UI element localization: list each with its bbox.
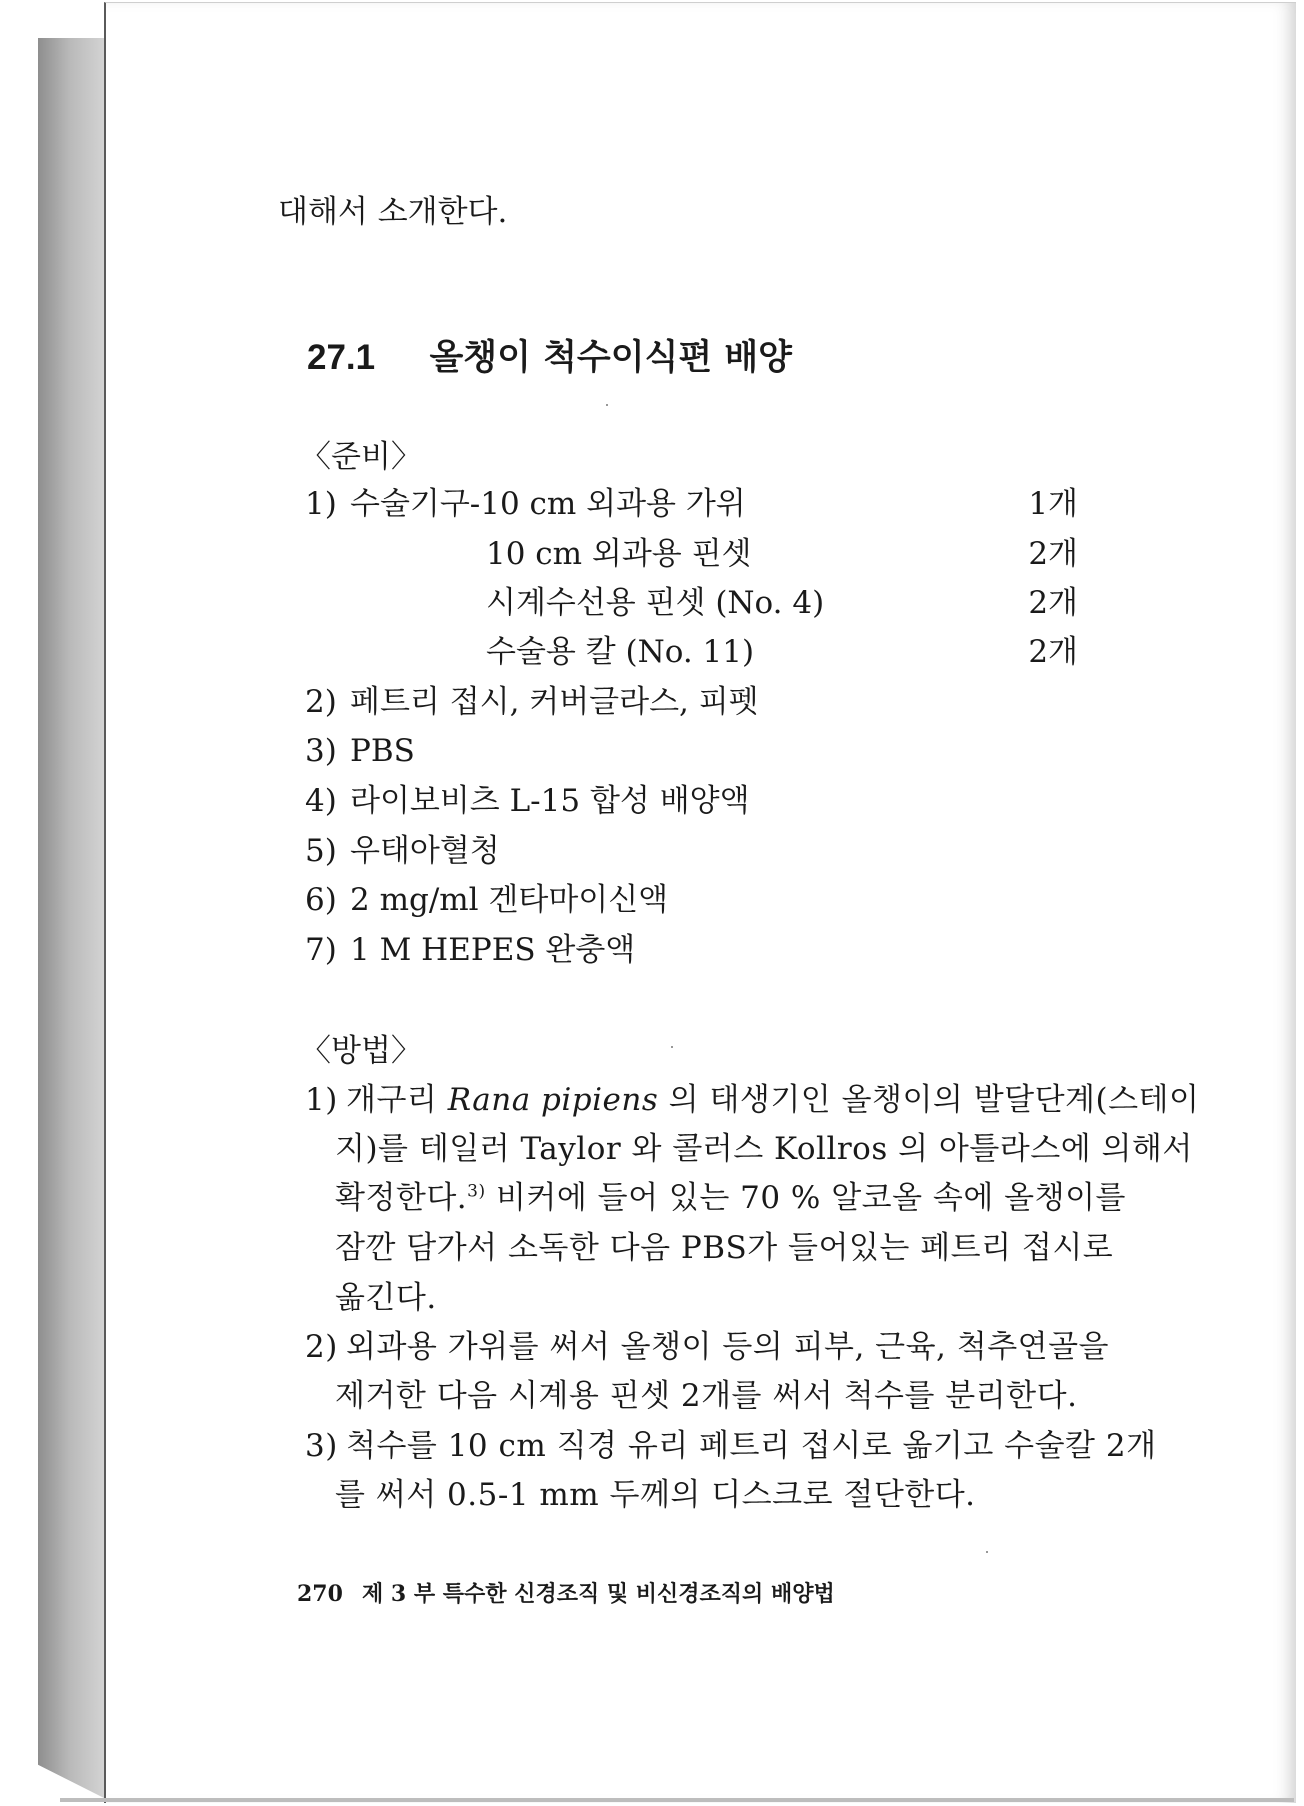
method-step-number: 1): [305, 1082, 338, 1118]
method-step-line: [335, 1180, 1126, 1216]
method-step-line: 잠깐 담가서 소독한 다음 PBS가 들어있는 페트리 접시로: [335, 1230, 1114, 1266]
prep-heading: 〈준비〉: [300, 439, 422, 475]
prep-item-text: 수술용 칼 (No. 11): [486, 634, 755, 670]
prep-item-text: 우태아혈청: [350, 833, 500, 869]
reference-superscript: 3): [467, 1181, 486, 1202]
method-step-line: 옮긴다.: [335, 1280, 437, 1316]
prep-item-qty: 2개: [1028, 634, 1078, 670]
page-sheet: [104, 2, 1296, 1803]
section-number: 27.1: [307, 338, 376, 377]
step-text: 비커에 들어 있는 70 % 알코올 속에 올챙이를: [485, 1180, 1126, 1216]
print-speck: [606, 404, 608, 406]
method-step-line: 외과용 가위를 써서 올챙이 등의 피부, 근육, 척추연골을: [346, 1329, 1109, 1365]
page-bottom-edge: [60, 1798, 1294, 1802]
section-title: 올챙이 척수이식편 배양: [429, 337, 792, 378]
prep-item-number: 3): [305, 733, 337, 769]
prep-item-qty: 1개: [1028, 486, 1078, 522]
prep-item-qty: 2개: [1028, 536, 1078, 572]
prep-item-text: 페트리 접시, 커버글라스, 피펫: [350, 684, 759, 720]
prep-item-text: PBS: [350, 733, 415, 769]
prep-item-text: 2 mg/ml 겐타마이신액: [350, 882, 669, 918]
prep-item-number: 5): [305, 833, 337, 869]
method-step-line: 지)를 테일러 Taylor 와 콜러스 Kollros 의 아틀라스에 의해서: [335, 1131, 1193, 1167]
step-text: 개구리: [346, 1082, 438, 1118]
method-step-line: 척수를 10 cm 직경 유리 페트리 접시로 옮기고 수술칼 2개: [346, 1428, 1157, 1464]
book-spine-edge: [38, 38, 108, 1800]
species-name: Rana pipiens: [447, 1082, 659, 1118]
method-step-line: [346, 1082, 1200, 1118]
print-speck: [986, 1551, 988, 1553]
method-step-line: 제거한 다음 시계용 핀셋 2개를 써서 척수를 분리한다.: [335, 1378, 1078, 1414]
intro-line: 대해서 소개한다.: [278, 194, 508, 230]
prep-item-text: 시계수선용 핀셋 (No. 4): [486, 585, 825, 621]
running-title: 제 3 부 특수한 신경조직 및 비신경조직의 배양법: [362, 1581, 835, 1607]
print-speck: [671, 1046, 673, 1048]
prep-item-number: 6): [305, 882, 337, 918]
prep-item-text: 라이보비츠 L-15 합성 배양액: [350, 783, 750, 819]
method-heading: 〈방법〉: [300, 1033, 422, 1069]
prep-item-text: 수술기구-10 cm 외과용 가위: [350, 486, 746, 522]
method-step-line: 를 써서 0.5-1 mm 두께의 디스크로 절단한다.: [335, 1477, 976, 1513]
prep-item-number: 1): [305, 486, 337, 522]
prep-item-text: 1 M HEPES 완충액: [350, 932, 636, 968]
step-text: 의 태생기인 올챙이의 발달단계(스테이: [668, 1082, 1200, 1118]
method-step-number: 3): [305, 1428, 338, 1464]
section-heading: [307, 337, 792, 378]
prep-item-number: 7): [305, 932, 337, 968]
prep-item-qty: 2개: [1028, 585, 1078, 621]
prep-item-number: 2): [305, 684, 337, 720]
step-text: 확정한다.: [335, 1180, 468, 1216]
prep-item-text: 10 cm 외과용 핀셋: [486, 536, 752, 572]
page-number: 270: [297, 1581, 343, 1607]
prep-item-number: 4): [305, 783, 337, 819]
method-step-number: 2): [305, 1329, 338, 1365]
